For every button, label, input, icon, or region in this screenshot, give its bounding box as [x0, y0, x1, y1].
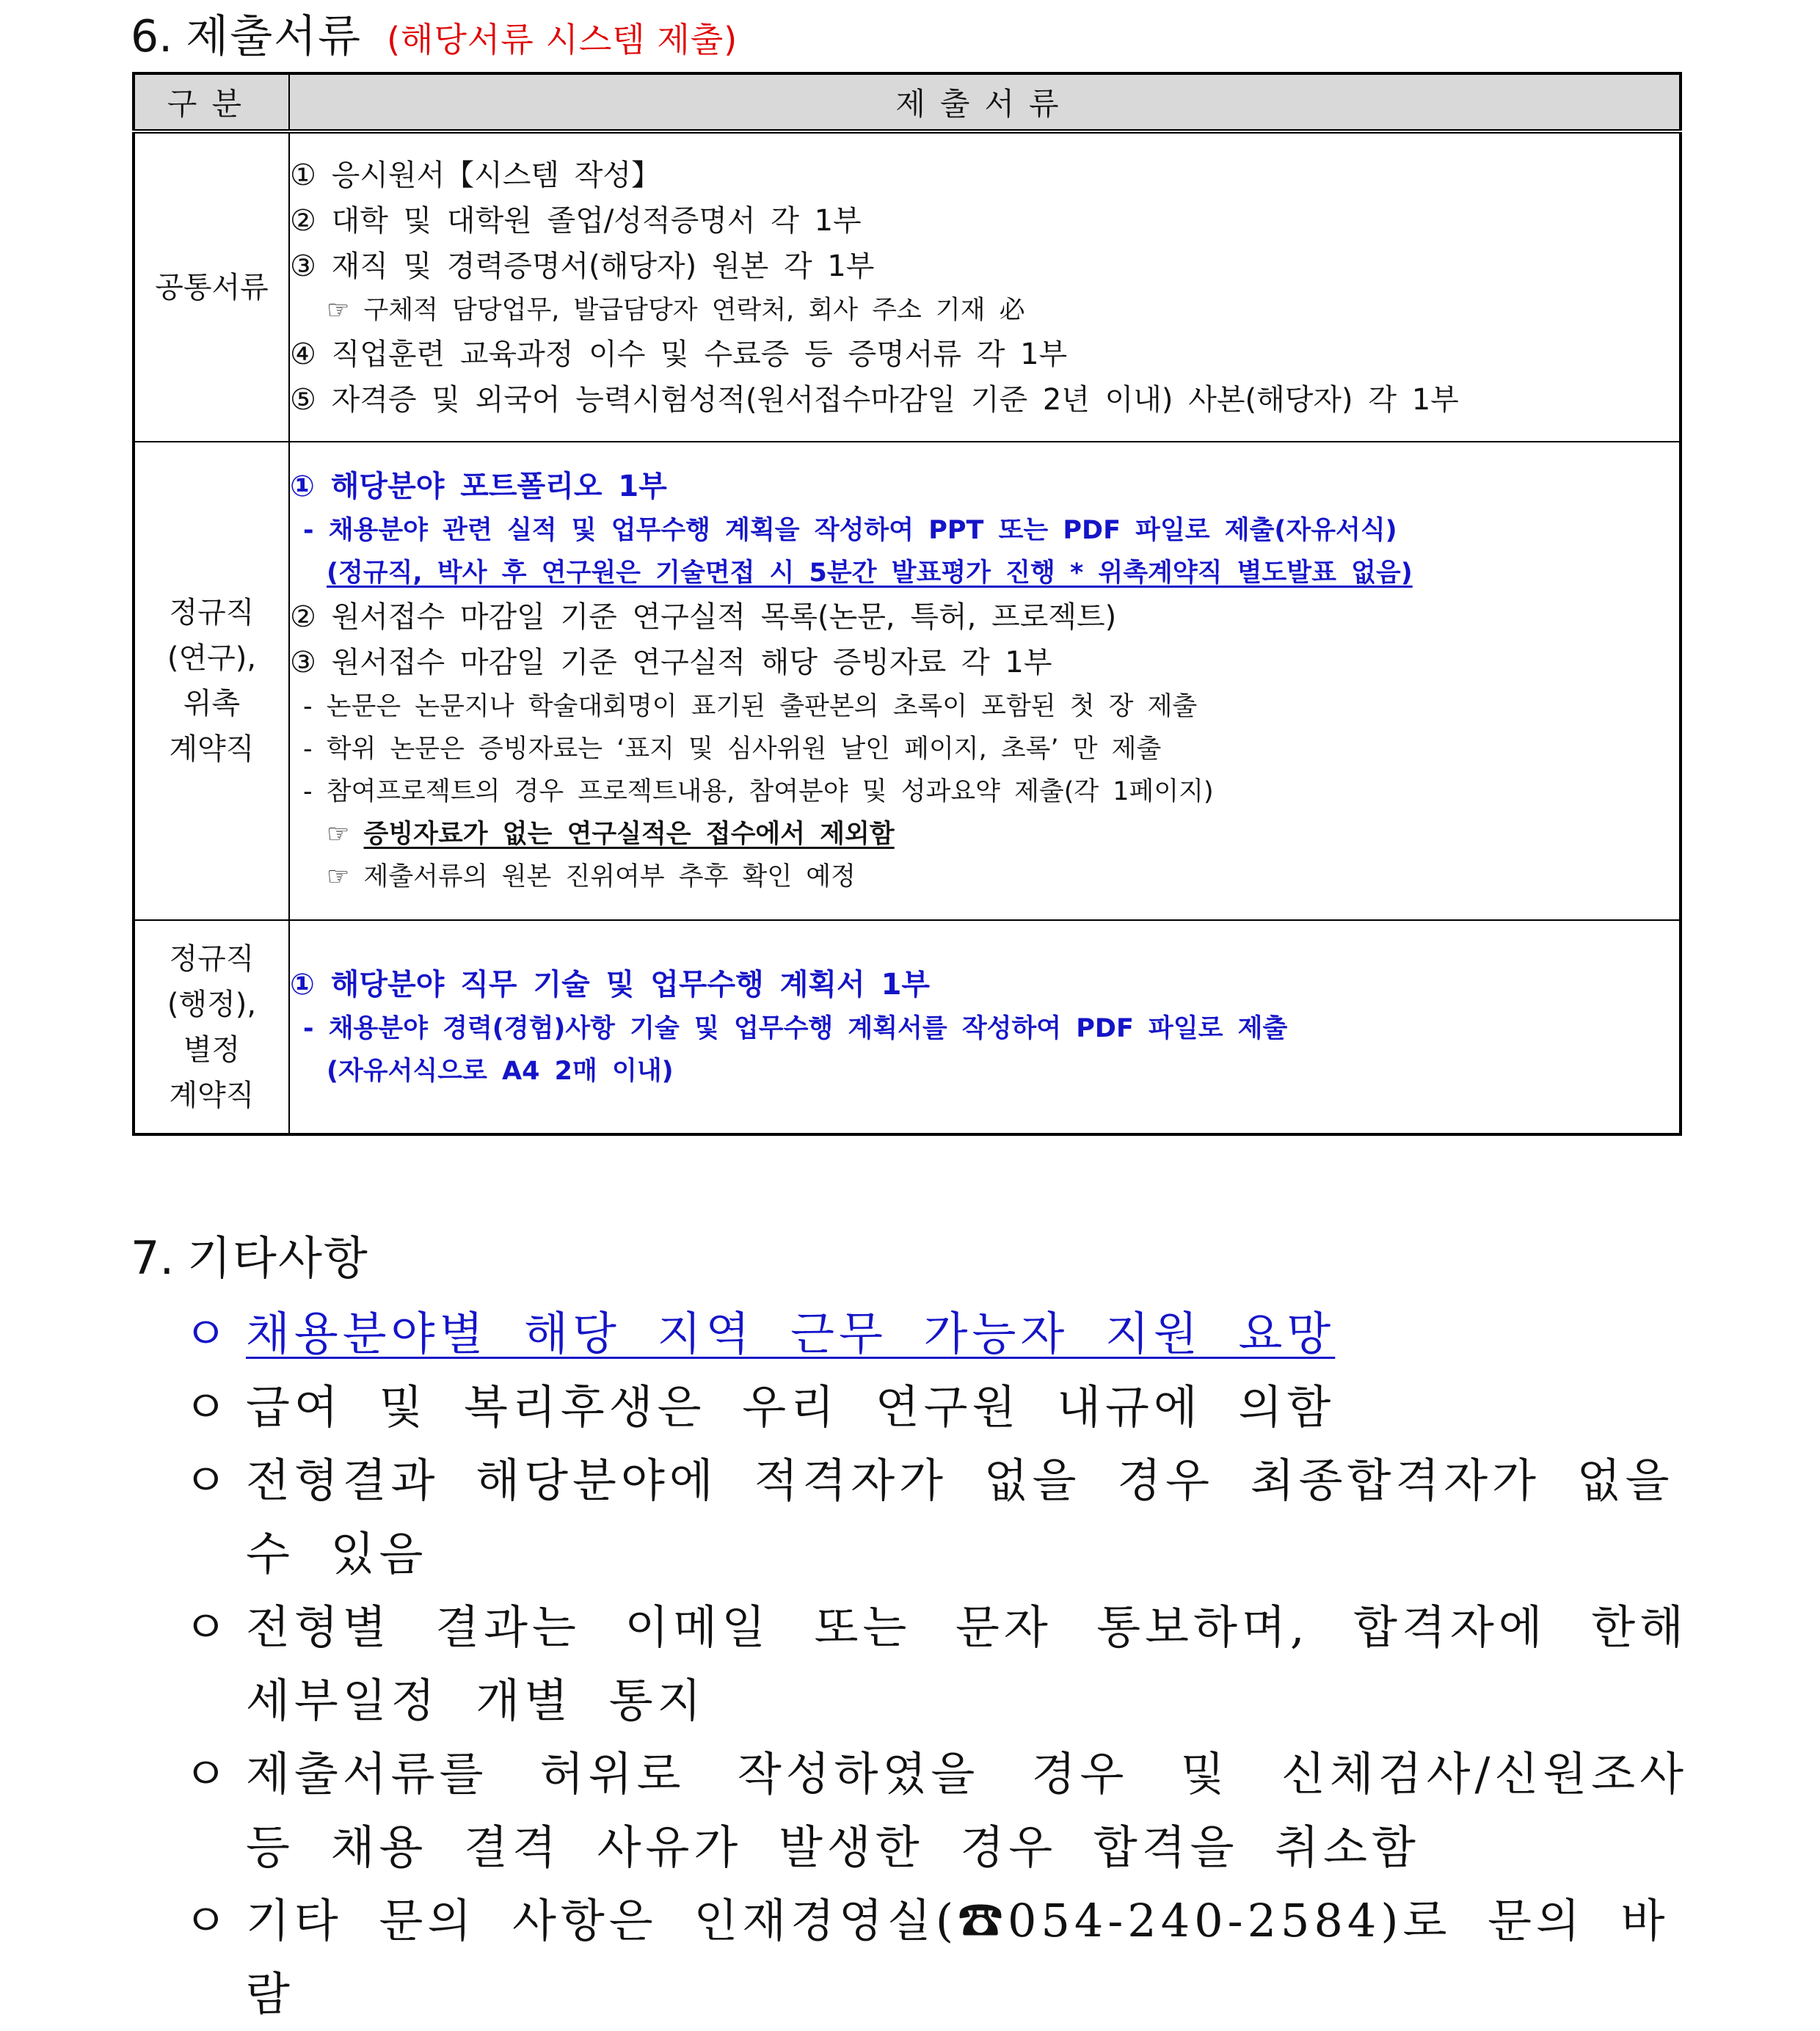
doc-sub-line: - 학위 논문은 증빙자료는 ‘표지 및 심사위원 날인 페이지, 초록’ 만 제출: [303, 734, 1162, 764]
doc-line: ④ 직업훈련 교육과정 이수 및 수료증 등 증명서류 각 1부: [290, 337, 1068, 371]
doc-sub-line: - 논문은 논문지나 학술대회명이 표기된 출판본의 초록이 포함된 첫 장 제출: [303, 692, 1198, 721]
doc-line: ③ 원서접수 마감일 기준 연구실적 해당 증빙자료 각 1부: [290, 646, 1052, 679]
section-title: 기타사항: [187, 1231, 369, 1285]
doc-line: ③ 재직 및 경력증명서(해당자) 원본 각 1부: [290, 249, 875, 283]
bullet-icon: ㅇ: [183, 1894, 232, 1947]
list-item: [183, 1884, 1688, 2031]
section-number: 7.: [131, 1231, 175, 1285]
section-note: (해당서류 시스템 제출): [387, 20, 738, 59]
row-category: [134, 131, 289, 442]
doc-note: ☞ 제출서류의 원본 진위여부 추후 확인 예정: [327, 862, 856, 891]
category-label: 정규직: [169, 596, 255, 630]
table-row: [134, 442, 1681, 920]
list-item: [183, 1591, 1688, 1738]
doc-line: ① 해당분야 직무 기술 및 업무수행 계획서 1부: [290, 967, 931, 1002]
bullet-icon: ㅇ: [183, 1600, 232, 1654]
doc-line: ① 해당분야 포트폴리오 1부: [290, 470, 667, 503]
doc-sub-line: - 채용분야 관련 실적 및 업무수행 계획을 작성하여 PPT 또는 PDF 파일로 제출(자유서식): [303, 516, 1397, 545]
table-row: [134, 920, 1681, 1134]
doc-note-emphasis: 증빙자료가 없는 연구실적은 접수에서 제외함: [363, 820, 895, 849]
section-number: 6.: [131, 11, 173, 62]
row-documents: [289, 442, 1681, 920]
list-item-text: 채용분야별 해당 지역 근무 가능자 지원 요망: [246, 1307, 1336, 1360]
list-item-text: 기타 문의 사항은 인재경영실(☎054-240-2584)로 문의 바람: [246, 1894, 1670, 2021]
category-label: (연구),: [167, 641, 257, 675]
doc-sub-line: (정규직, 박사 후 연구원은 기술면접 시 5분간 발표평가 진행 * 위촉계약직 별도발표 없음): [327, 558, 1413, 588]
row-documents: [289, 920, 1681, 1134]
list-item: [183, 1738, 1688, 1884]
bullet-icon: ㅇ: [183, 1454, 232, 1507]
category-label: 계약직: [169, 1078, 255, 1112]
list-item-text: 제출서류를 허위로 작성하였을 경우 및 신체검사/신원조사 등 채용 결격 사유가 발생한 경우 합격을 취소함: [246, 1747, 1688, 1874]
category-label: (행정),: [167, 987, 257, 1021]
notes-list: [183, 1297, 1688, 2031]
list-item: [183, 1371, 1688, 1444]
doc-line: ⑤ 자격증 및 외국어 능력시험성적(원서접수마감일 기준 2년 이내) 사본(해당자) 각 1부: [290, 382, 1459, 417]
doc-line: ② 대학 및 대학원 졸업/성적증명서 각 1부: [290, 203, 862, 238]
doc-note: ☞ 구체적 담당업무, 발급담당자 연락처, 회사 주소 기재 必: [327, 295, 1025, 325]
doc-sub-line: - 참여프로젝트의 경우 프로젝트내용, 참여분야 및 성과요약 제출(각 1페이지): [303, 777, 1214, 806]
row-category: [134, 442, 289, 920]
list-item-text: 급여 및 복리후생은 우리 연구원 내규에 의함: [246, 1380, 1336, 1434]
category-label: 계약직: [169, 732, 255, 766]
doc-line: ② 원서접수 마감일 기준 연구실적 목록(논문, 특허, 프로젝트): [290, 600, 1117, 634]
header-documents: 제출서류: [289, 73, 1681, 131]
documents-table: [132, 72, 1682, 1136]
table-row: [134, 131, 1681, 442]
doc-note: [290, 813, 1679, 856]
table-header-row: [134, 73, 1681, 131]
bullet-icon: ㅇ: [183, 1307, 232, 1360]
list-item-text: 전형별 결과는 이메일 또는 문자 통보하며, 합격자에 한해 세부일정 개별 통지: [246, 1600, 1688, 1727]
category-label: 정규직: [169, 941, 255, 976]
doc-sub-line: (자유서식으로 A4 2매 이내): [327, 1056, 674, 1086]
category-label: 공통서류: [155, 270, 269, 305]
list-item: [183, 1297, 1688, 1371]
category-label: 별정: [183, 1032, 241, 1067]
bullet-icon: ㅇ: [183, 1380, 232, 1434]
header-category: 구분: [134, 73, 289, 131]
section-title: 제출서류: [186, 11, 363, 62]
bullet-icon: ㅇ: [183, 1747, 232, 1801]
row-category: [134, 920, 289, 1134]
section-6-heading: [131, 1, 738, 60]
list-item-text: 전형결과 해당분야에 적격자가 없을 경우 최종합격자가 없을 수 있음: [246, 1454, 1674, 1580]
section-7-heading: [131, 1222, 369, 1287]
pointing-hand-icon: ☞: [327, 820, 350, 849]
doc-sub-line: - 채용분야 경력(경험)사항 기술 및 업무수행 계획서를 작성하여 PDF 파일로 제출: [303, 1013, 1288, 1043]
category-label: 위촉: [183, 687, 241, 721]
doc-line: ① 응시원서【시스템 작성】: [290, 158, 661, 192]
list-item: [183, 1444, 1688, 1591]
row-documents: [289, 131, 1681, 442]
